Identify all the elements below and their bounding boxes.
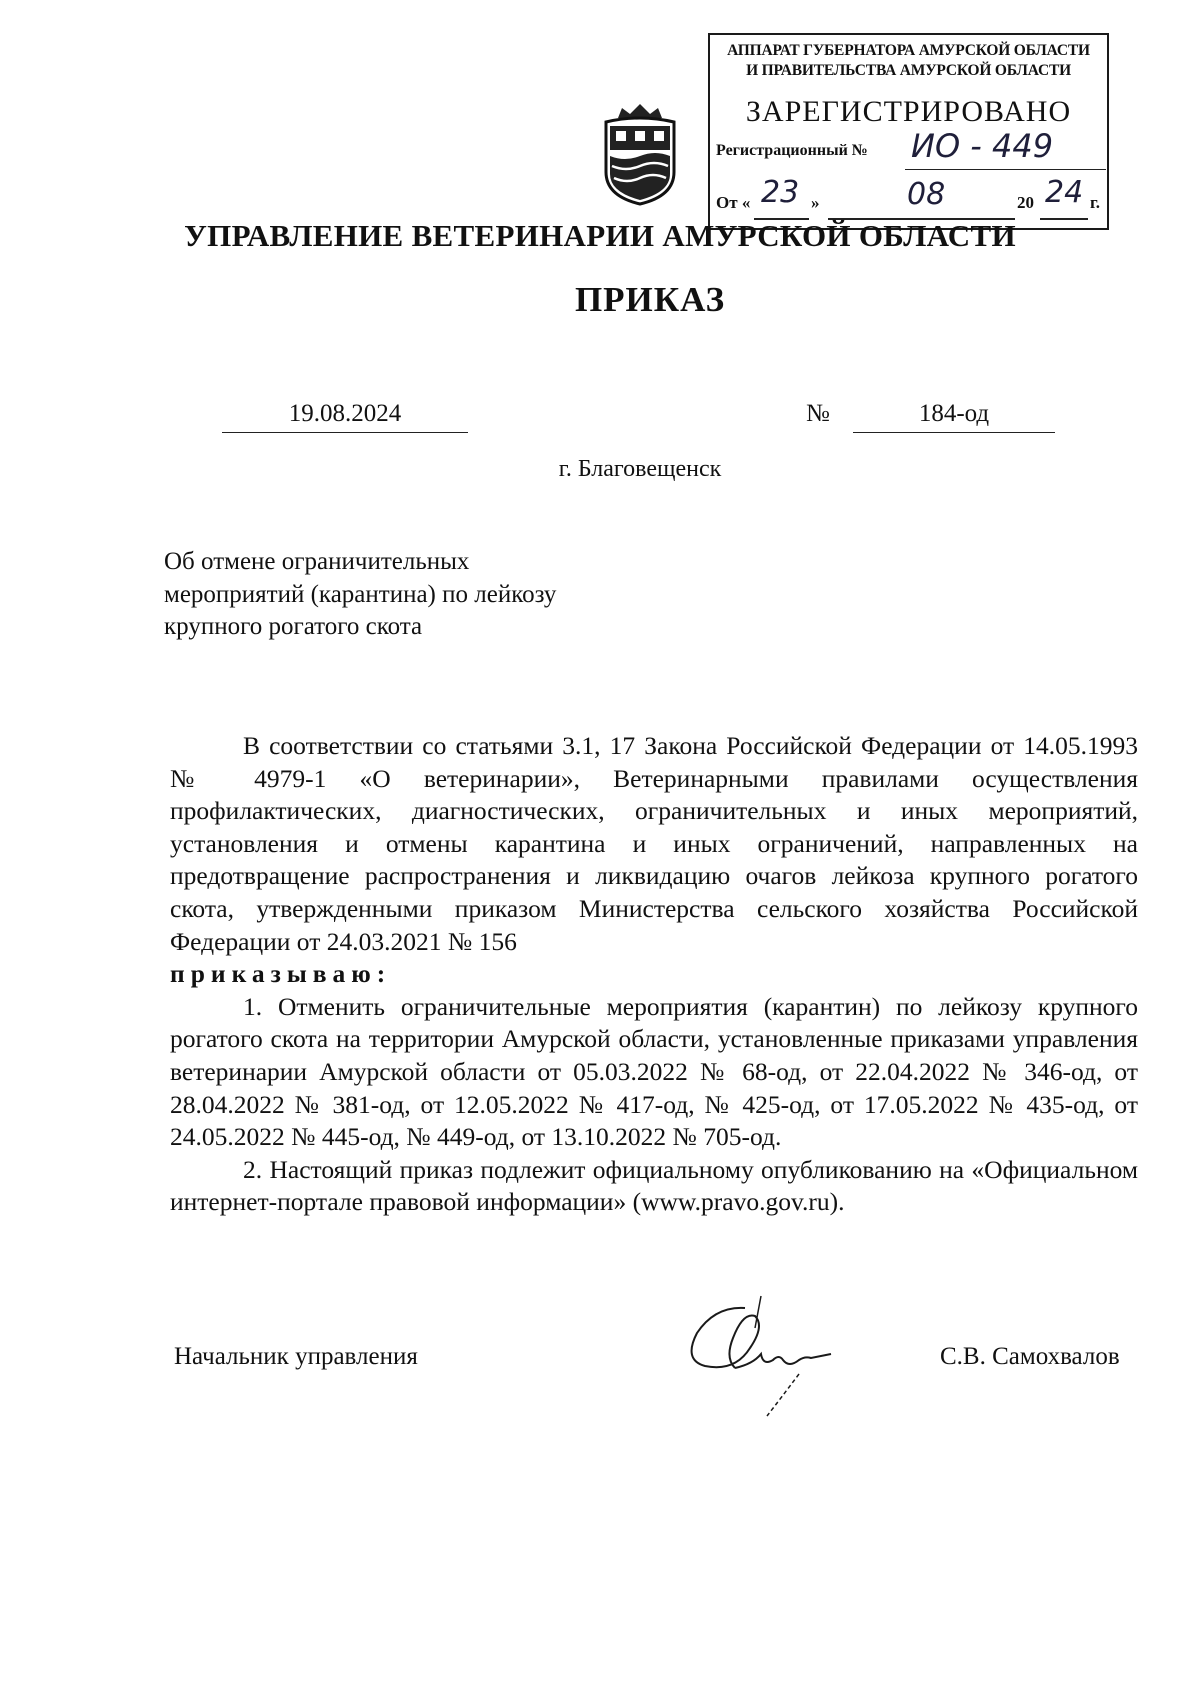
stamp-from-label: От «: [716, 193, 751, 212]
document-city: г. Благовещенск: [558, 456, 722, 482]
order-item-1: 1. Отменить ограничительные мероприятия (карантин) по лейкозу крупного рогатого скота на территории Амурской области, установленные приказами управления ветеринарии Амурской области от 05.03.2022 № 68-од, от 22.04.2022 № 346-од, от 28.04.2022 № 381-од, от 12.05.2022 № 417-од, № 425-од, от 17.05.2022 № 435-од, от 24.05.2022 № 445-од, № 449-од, от 13.10.2022 № 705-од.: [170, 991, 1138, 1152]
stamp-year-suffix: 24: [1045, 175, 1084, 210]
stamp-reg-label: Регистрационный №: [716, 142, 868, 159]
stamp-month: 08: [907, 177, 946, 212]
order-word: приказываю:: [170, 959, 392, 989]
stamp-day: 23: [761, 175, 800, 210]
stamp-issuer-line1: АППАРАТ ГУБЕРНАТОРА АМУРСКОЙ ОБЛАСТИ: [727, 42, 1090, 59]
handwritten-signature: [675, 1288, 855, 1438]
stamp-issuer-line2: И ПРАВИТЕЛЬСТВА АМУРСКОЙ ОБЛАСТИ: [746, 62, 1071, 79]
document-body: [170, 730, 1138, 1219]
preamble-paragraph: В соответствии со статьями 3.1, 17 Закона Российской Федерации от 14.05.1993 № 4979-1 «О ветеринарии», Ветеринарными правилами осуществления профилактических, диагностических, ограничительных и иных мероприятий, установления и отмены карантина и иных ограничений, направленных на предотвращение распространения и ликвидацию очагов лейкоза крупного рогатого скота, утвержденными приказом Министерства сельского хозяйства Российской Федерации от 24.03.2021 № 156: [170, 731, 1138, 956]
stamp-day-close: »: [811, 193, 820, 212]
coat-of-arms-icon: [598, 100, 683, 208]
signer-name: С.В. Самохвалов: [940, 1343, 1120, 1370]
document-number: 184-од: [853, 400, 1055, 433]
document-date: 19.08.2024: [222, 400, 468, 433]
document-subject: Об отмене ограничительных мероприятий (карантина) по лейкозу крупного рогатого скота: [164, 548, 557, 640]
registration-stamp: [708, 33, 1109, 230]
signer-position: Начальник управления: [174, 1343, 418, 1370]
stamp-year-g: г.: [1090, 193, 1101, 212]
number-sign: №: [806, 400, 830, 427]
stamp-reg-number: ИО - 449: [905, 123, 1106, 170]
order-item-2: 2. Настоящий приказ подлежит официальному опубликованию на «Официальном интернет-портале правовой информации» (www.pravo.gov.ru).: [170, 1154, 1138, 1217]
stamp-registered-title: ЗАРЕГИСТРИРОВАНО: [745, 95, 1072, 128]
document-type: ПРИКАЗ: [574, 280, 726, 319]
stamp-year-prefix: 20: [1017, 193, 1034, 212]
organization-name: УПРАВЛЕНИЕ ВЕТЕРИНАРИИ АМУРСКОЙ ОБЛАСТИ: [184, 218, 1016, 253]
